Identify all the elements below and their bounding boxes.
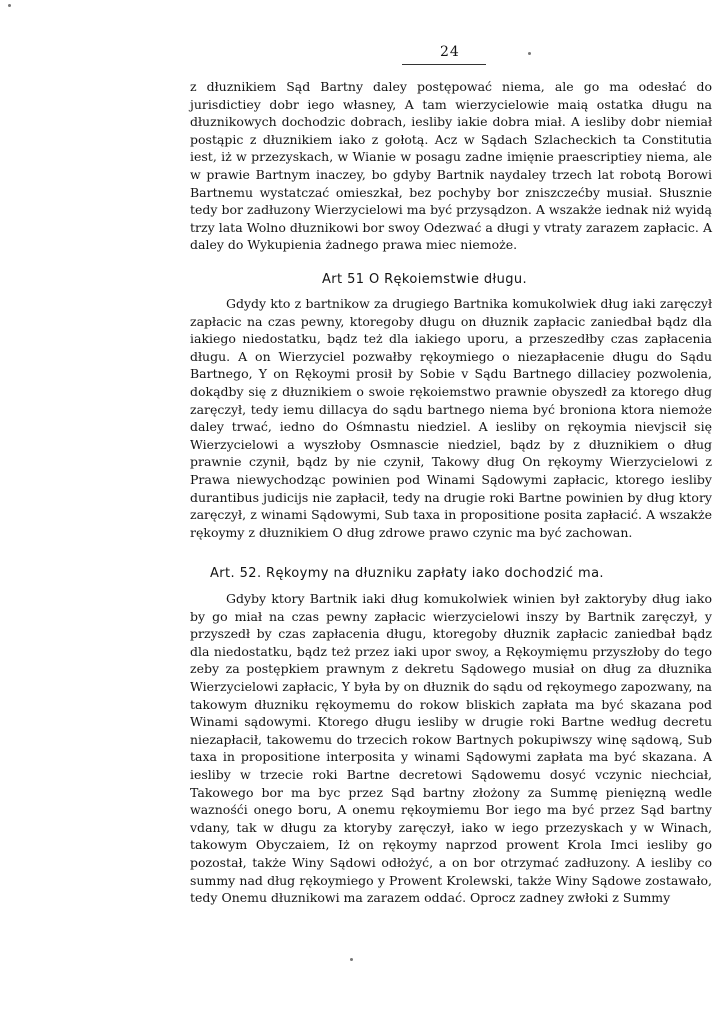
article-52-body — [190, 590, 712, 907]
scan-speck — [8, 4, 11, 7]
scan-speck — [528, 52, 531, 55]
page-number: 24 — [440, 44, 460, 60]
paragraph-text: z dłuznikiem Sąd Bartny daley postępować niema, ale go ma odesłać do jurisdictiey dobr iego własney, A tam wierzycielowie maią ostatka długu na dłuznikowych dochodzic dobrach, iesliby iakie dobra miał. A iesliby dobr niemiał postąpic z dłuznikiem iako z gołotą. Acz w Sądach Szlacheckich ta Constitutia iest, iż w przezyskach, w Wianie w posagu zadne imięnie praescriptiey niema, ale w prawie Bartnym inaczey, bo gdyby Bartnik naydaley trzech lat robotą Borowi Bartnemu wystatczać omieszkał, bez pochyby bor zniszczećby musiał. Słusznie tedy bor zadłuzony Wierzycielowi ma być przysądzon. A wszakże iednak niż wyidą trzy lata Wolno dłuznikowi bor swoy Odezwać a długi y vtraty zarazem zapłacic. A daley do Wykupienia żadnego prawa miec niemoże. — [190, 79, 712, 253]
article-51-heading: Art 51 O Rękoiemstwie długu. — [322, 272, 528, 287]
paragraph-text: Gdydy kto z bartnikow za drugiego Bartnika komukolwiek dług iaki zaręczył zapłacic na czas pewny, ktoregoby długu on dłuznik zapłacic zaniedbał bądz dla iakiego niedostatku, bądz też dla iakiego uporu, a przeszedłby czas zapłacenia długu. A on Wierzyciel pozwałby rękoymiego o niezapłacenie długu do Sądu Bartnego, Y on Rękoymi prosił by Sobie v Sądu Bartnego dillaciey pozwolenia, dokądby się z dłuznikiem o swoie rękoiemstwo prawnie obyszedł za ktorego dług zaręczył, tedy iemu dillacya do sądu bartnego niema być broniona ktora niemoże daley trwać, iedno do Ośmnastu niedziel. A iesliby on rękoymia nievjscił się Wierzycielowi a wyszłoby Osmnascie niedziel, bądz by z dłuznikiem o dług prawnie czynił, bądz by nie czynił, Takowy dług On rękoymy Wierzycielowi z Prawa niewychodząc powinien pod Winami Sądowymi zapłacic, ktorego iesliby durantibus judicijs nie zapłacił, tedy na drugie roki Bartne powinien by dług ktory zaręczył, z winami Sądowymi, Sub taxa in propositione posita zapłacić. A wszakże rękoymy z dłuznikiem O dług zdrowe prawo czynic ma być zachowan. — [190, 296, 712, 540]
article-51-body — [190, 295, 712, 541]
article-52-heading: Art. 52. Rękoymy na dłuzniku zapłaty iako dochodzić ma. — [210, 566, 604, 581]
paragraph-continuation — [190, 78, 712, 254]
paragraph-text: Gdyby ktory Bartnik iaki dług komukolwiek winien był zaktoryby dług iako by go miał na czas pewny zapłacic wierzycielowi inszy by Bartnik zaręczył, y przyszedł by czas zapłacenia długu, ktoregoby dłuznik zapłacic zaniedbał bądz dla niedostatku, bądz też przez iaki upor swoy, a Rękoymięmu przyszłoby do tego zeby za postępkiem prawnym z dekretu Sądowego musiał on dług za dłuznika Wierzycielowi zapłacic, Y była by on dłuznik do sądu od rękoymego zapozwany, na takowym dłuzniku rękoymemu do rokow bliskich zapłata ma być skazana pod Winami sądowymi. Ktorego długu iesliby w drugie roki Bartne według decretu niezapłacił, takowemu do trzecich rokow Bartnych pokupiwszy winę sądową, Sub taxa in propositione interposita y winami Sądowymi zapłata ma być skazana. A iesliby w trzecie roki Bartne decretowi Sądowemu dosyć vczynic niechciał, Takowego bor ma byc przez Sąd bartny złożony za Summę pienięzną wedle waznośći onego boru, A onemu rękoymiemu Bor iego ma być przez Sąd bartny vdany, tak w długu za ktoryby zaręczył, iako w iego przezyskach y w Winach, takowym Obyczaiem, Iż on rękoymy naprzod prowent Krola Imci iesliby go pozostał, także Winy Sądowi odłożyć, a on bor otrzymać zadłuzony. A iesliby co summy nad dług rękoymiego y Prowent Krolewski, także Winy Sądowe zostawało, tedy Onemu dłuznikowi ma zarazem oddać. Oprocz zadney zwłoki z Summy — [190, 591, 712, 906]
header-rule — [402, 64, 486, 65]
scan-speck — [350, 958, 353, 961]
